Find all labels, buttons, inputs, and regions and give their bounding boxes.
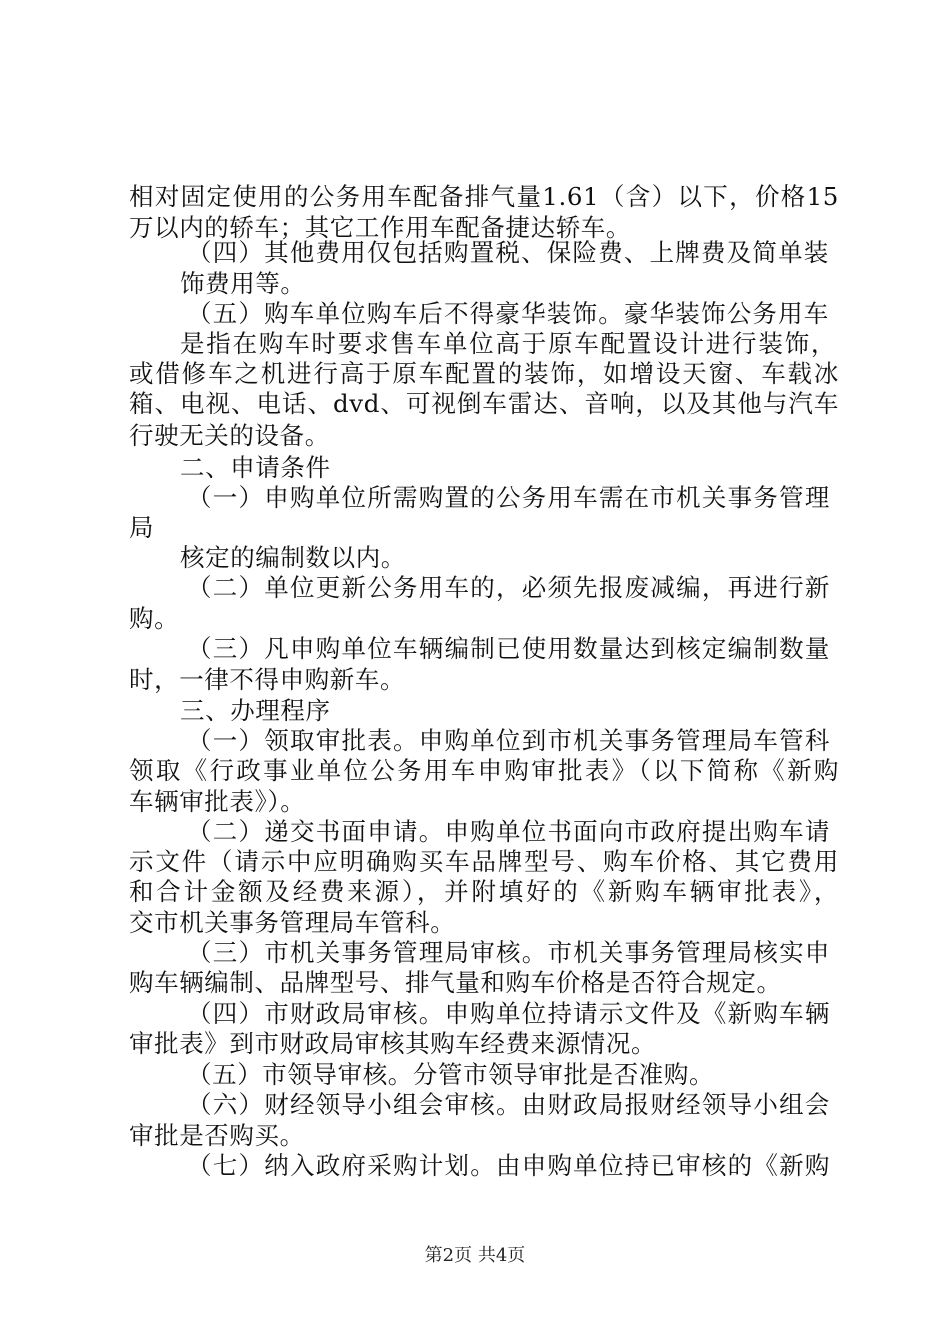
section-heading: 三、办理程序 [180,696,331,725]
page-footer: 第2页 共4页 [424,1245,526,1266]
body-line: 审批表》到市财政局审核其购车经费来源情况。 [129,1029,657,1058]
body-line: 交市机关事务管理局车管科。 [129,908,456,937]
body-line: （三）市机关事务管理局审核。市机关事务管理局核实申 [187,938,830,967]
body-line: 箱、电视、电话、dvd、可视倒车雷达、音响，以及其他与汽车 [129,389,839,418]
body-line: 示文件（请示中应明确购买车品牌型号、购车价格、其它费用 [129,847,839,876]
body-line: 万以内的轿车；其它工作用车配备捷达轿车。 [129,213,631,242]
body-line: 相对固定使用的公务用车配备排气量1.61（含）以下，价格15 [129,182,839,211]
body-line: （一）申购单位所需购置的公务用车需在市机关事务管理 [187,483,830,512]
body-line: （二）递交书面申请。申购单位书面向市政府提出购车请 [187,817,830,846]
body-line: （四）市财政局审核。申购单位持请示文件及《新购车辆 [187,999,830,1028]
body-line: （四）其他费用仅包括购置税、保险费、上牌费及简单装 [187,238,830,267]
body-line: （一）领取审批表。申购单位到市机关事务管理局车管科 [187,726,830,755]
section-heading: 二、申请条件 [180,453,331,482]
body-line: 车辆审批表》）。 [129,787,306,816]
body-line: 饰费用等。 [180,269,306,298]
body-line: 核定的编制数以内。 [180,543,406,572]
body-line: 时，一律不得申购新车。 [129,665,406,694]
body-line: （五）购车单位购车后不得豪华装饰。豪华装饰公务用车 [187,299,830,328]
body-line: （七）纳入政府采购计划。由申购单位持已审核的《新购 [187,1151,830,1180]
body-line: 购车辆编制、品牌型号、排气量和购车价格是否符合规定。 [129,968,782,997]
body-line: 或借修车之机进行高于原车配置的装饰，如增设天窗、车载冰 [129,359,839,388]
body-line: 和合计金额及经费来源），并附填好的《新购车辆审批表》， [129,877,839,906]
body-line: 局 [129,513,155,542]
body-line: （五）市领导审核。分管市领导审批是否准购。 [187,1060,715,1089]
body-line: 行驶无关的设备。 [129,421,330,450]
body-line: （二）单位更新公务用车的，必须先报废减编，再进行新 [187,573,830,602]
body-line: 领取《行政事业单位公务用车申购审批表》（以下简称《新购 [129,756,839,785]
body-line: （三）凡申购单位车辆编制已使用数量达到核定编制数量 [187,634,830,663]
body-line: 购。 [129,604,180,633]
body-line: （六）财经领导小组会审核。由财政局报财经领导小组会 [187,1090,830,1119]
body-line: 是指在购车时要求售车单位高于原车配置设计进行装饰， [180,329,836,358]
body-line: 审批是否购买。 [129,1121,305,1150]
